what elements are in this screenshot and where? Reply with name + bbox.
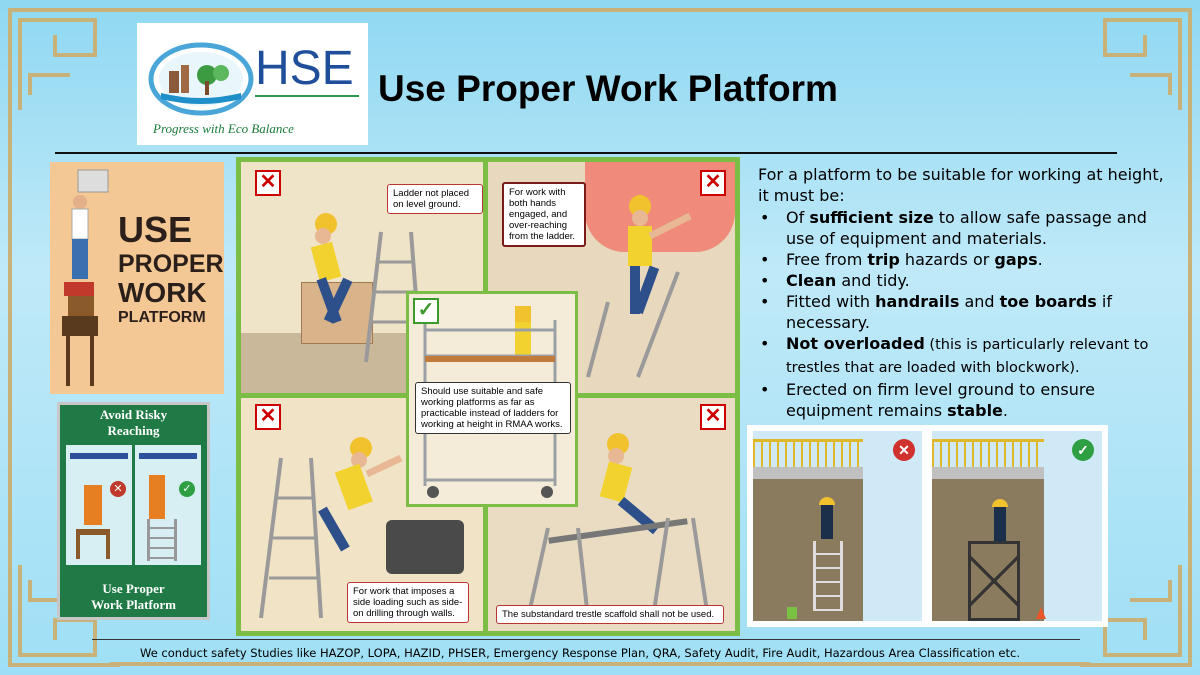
requirement-item [758,379,1178,421]
balcony-slab [932,467,1044,479]
requirement-item [758,249,1178,270]
hse-logo [137,23,368,145]
poster2-wrong-panel [66,445,132,565]
poster2-footer-line1: Use Proper [102,581,165,596]
frame-right-line [1188,130,1192,550]
chair-illustration [76,529,110,559]
caption-over-reaching: For work with both hands engaged, and over-reaching from the ladder. [502,182,586,247]
check-circle-icon: ✓ [1072,439,1094,461]
logo-underline [255,95,359,97]
caption-trestle: The substandard trestle scaffold shall not be used. [496,605,724,624]
requirement-item [758,333,1178,379]
req-text: Free from [786,250,868,269]
balcony-slab [753,467,863,479]
reaching-worker-illustration [568,182,728,382]
frame-bottom-line [110,662,1090,666]
poster-heading [118,209,224,326]
poster2-heading [60,407,207,439]
footer-services: We conduct safety Studies like HAZOP, LOPA, HAZID, PHSER, Emergency Response Plan, QRA, Safety Audit, Fire Audit, Hazardous Area Classification etc. [140,646,1020,660]
poster2-footer [60,581,207,613]
railing-illustration [932,439,1044,470]
caption-side-loading: For work that imposes a side loading such as side-on drilling through walls. [347,582,469,623]
requirements-list [758,207,1178,421]
wall-illustration [753,479,863,621]
comic-cell-correct-platform [406,291,578,507]
caption-uneven-ground: Ladder not placed on level ground. [387,184,483,214]
poster2-heading-line1: Avoid Risky [99,407,168,422]
frame-top-line [110,8,1090,12]
platform-requirements [758,164,1178,421]
check-mark-icon: ✓ [413,298,439,324]
poster-line-proper: PROPER [118,250,224,278]
wrong-scene [753,431,922,621]
worker-illustration [994,505,1006,541]
logo-brand-text: HSE [255,42,354,95]
requirement-item [758,270,1178,291]
worker-on-ladder-illustration [149,475,165,519]
poster-line-use: USE [118,209,193,250]
req-bold: Not overloaded [786,334,925,353]
worker-on-chair-illustration [84,485,102,525]
wrong-mark-icon: ✕ [700,170,726,196]
requirement-item [758,291,1178,333]
page-title: Use Proper Work Platform [378,68,838,109]
worker-on-stack-illustration [50,162,120,394]
req-text: Fitted with [786,292,876,311]
req-text: and [959,292,1000,311]
stepladder-illustration [147,519,177,561]
right-circle-icon: ✓ [179,481,195,497]
title-divider [55,152,1117,154]
poster2-heading-line2: Reaching [107,423,160,438]
frame-left-line [8,130,12,550]
req-text: hazards or [899,250,995,269]
req-text: if necessary. [786,292,1112,332]
req-text: . [1037,250,1043,269]
req-text: . [1002,401,1008,420]
ladder-vs-scaffold-illustration [747,425,1108,627]
poster-line-platform: PLATFORM [118,309,206,326]
req-text: (this is particularly relevant to trestles that are loaded with blockwork). [786,337,1149,376]
req-text: and tidy. [836,271,910,290]
wrong-mark-icon: ✕ [255,404,281,430]
railing-illustration [753,439,863,470]
stepladder-illustration [813,541,843,611]
req-bold: toe boards [999,292,1097,311]
pipe-illustration [139,453,197,459]
poster2-footer-line2: Work Platform [91,597,176,612]
ladder-safety-comic [236,157,740,636]
paint-bucket-illustration [787,607,797,619]
req-bold: handrails [875,292,960,311]
req-bold: gaps [994,250,1038,269]
poster-use-proper-platform [50,162,224,394]
pipe-illustration [70,453,128,459]
poster-avoid-risky-reaching [57,402,210,620]
wrong-circle-icon: ✕ [110,481,126,497]
requirement-item [758,207,1178,249]
poster-line-work: WORK [118,277,207,308]
wrong-circle-icon: ✕ [893,439,915,461]
frame-corner-top-left [0,0,120,130]
logo-tagline: Progress with Eco Balance [153,121,294,136]
requirements-intro: For a platform to be suitable for working at height, it must be: [758,165,1164,205]
poster2-right-panel [135,445,201,565]
landscape-logo-icon [147,41,255,117]
wrong-mark-icon: ✕ [700,404,726,430]
right-scene [932,431,1102,621]
req-text: to allow safe passage and use of equipment and materials. [786,208,1147,248]
req-bold: sufficient size [809,208,934,227]
scaffold-tower-illustration [968,541,1020,621]
caption-correct-platform: Should use suitable and safe working platforms as far as practicable instead of ladders for working at height in RMAA works. [415,382,571,434]
req-bold: stable [947,401,1003,420]
req-bold: trip [867,250,900,269]
req-text: Of [786,208,810,227]
wrong-mark-icon: ✕ [255,170,281,196]
traffic-cone-illustration [1036,607,1046,619]
footer-divider [92,639,1080,640]
frame-corner-top-right [1080,0,1200,130]
req-text: Erected on firm level ground to ensure equipment remains [786,380,1095,420]
req-bold: Clean [786,271,837,290]
worker-illustration [821,503,833,539]
